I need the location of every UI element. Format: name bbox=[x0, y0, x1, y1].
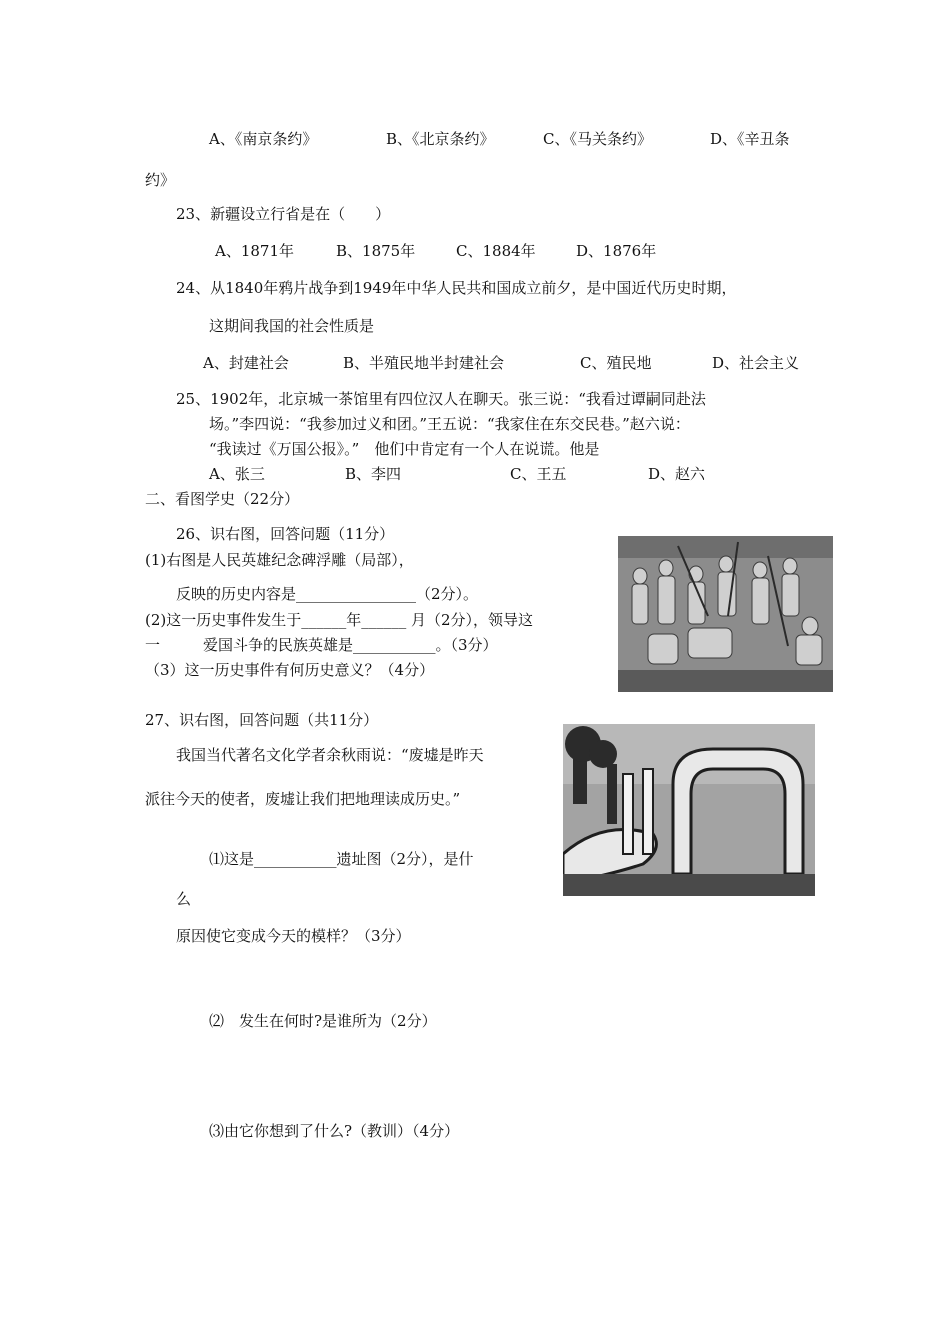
q26-part1-answer: 反映的历史内容是________________（2分）。 bbox=[176, 585, 479, 603]
q26-stem: 26、识右图，回答问题（11分） bbox=[176, 525, 395, 543]
q25-line1: 25、1902年，北京城一茶馆里有四位汉人在聊天。张三说：“我看过谭嗣同赴法 bbox=[176, 390, 706, 408]
q23-stem: 23、新疆设立行省是在（ ） bbox=[176, 205, 391, 223]
q26-part2-wrap-a: 一 bbox=[145, 636, 161, 654]
section-heading: 二、看图学史（22分） bbox=[145, 490, 300, 508]
q25-line2: 场。”李四说：“我参加过义和团。”王五说：“我家住在东交民巷。”赵六说： bbox=[209, 415, 690, 433]
q25-option-c: C、王五 bbox=[510, 465, 567, 483]
q25-line3: “我读过《万国公报》。” 他们中肯定有一个人在说谎。他是 bbox=[209, 440, 600, 458]
q24-option-a: A、封建社会 bbox=[203, 354, 289, 372]
q27-quote-line1: 我国当代著名文化学者余秋雨说：“废墟是昨天 bbox=[176, 746, 484, 764]
q26-part2-wrap-b: 爱国斗争的民族英雄是___________。（3分） bbox=[203, 636, 498, 654]
q24-stem: 24、从1840年鸦片战争到1949年中华人民共和国成立前夕，是中国近代历史时期， bbox=[176, 279, 737, 297]
q27-part3: ⑶由它你想到了什么?（教训）（4分） bbox=[209, 1122, 460, 1140]
q24-option-b: B、半殖民地半封建社会 bbox=[343, 354, 505, 372]
q27-quote-line2: 派往今天的使者，废墟让我们把地理读成历史。” bbox=[145, 790, 461, 808]
q26-part1: (1)右图是人民英雄纪念碑浮雕（局部）， bbox=[145, 551, 414, 569]
q23-option-c: C、1884年 bbox=[456, 242, 536, 260]
q22-option-d: D、《辛丑条 bbox=[710, 130, 790, 148]
q27-part1: ⑴这是___________遗址图（2分），是什 bbox=[209, 850, 474, 868]
q24-option-d: D、社会主义 bbox=[712, 354, 800, 372]
q25-option-d: D、赵六 bbox=[648, 465, 706, 483]
q22-option-d-wrap: 约》 bbox=[145, 171, 176, 189]
q26-part2: (2)这一历史事件发生于______年______ 月（2分），领导这 bbox=[145, 611, 534, 629]
q23-option-d: D、1876年 bbox=[576, 242, 657, 260]
q23-option-a: A、1871年 bbox=[215, 242, 295, 260]
q22-option-b: B、《北京条约》 bbox=[386, 130, 495, 148]
q25-option-a: A、张三 bbox=[209, 465, 265, 483]
ruins-image bbox=[563, 724, 815, 896]
q26-part3: （3）这一历史事件有何历史意义？（4分） bbox=[145, 661, 435, 679]
q22-option-a: A、《南京条约》 bbox=[209, 130, 318, 148]
q27-part1-wrap: 么 bbox=[176, 890, 192, 908]
q27-stem: 27、识右图，回答问题（共11分） bbox=[145, 711, 379, 729]
q23-option-b: B、1875年 bbox=[336, 242, 416, 260]
q22-option-c: C、《马关条约》 bbox=[543, 130, 652, 148]
q25-option-b: B、李四 bbox=[345, 465, 402, 483]
q24-stem-line2: 这期间我国的社会性质是 bbox=[209, 317, 375, 335]
q24-option-c: C、殖民地 bbox=[580, 354, 652, 372]
q27-part1-cont: 原因使它变成今天的模样？（3分） bbox=[176, 927, 411, 945]
monument-relief-image bbox=[618, 536, 833, 692]
q27-part2: ⑵ 发生在何时?是谁所为（2分） bbox=[209, 1012, 437, 1030]
